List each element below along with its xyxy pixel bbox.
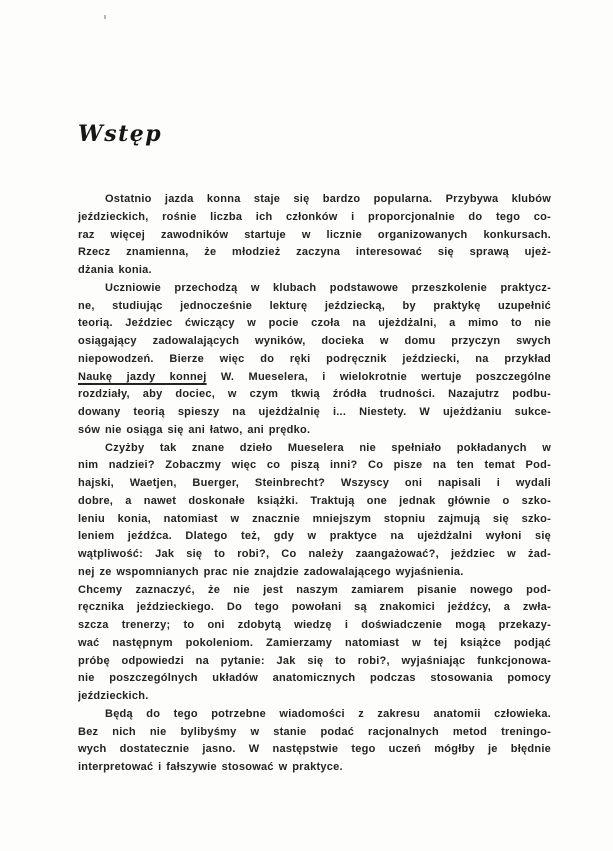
body-text xyxy=(78,191,551,777)
text-segment: teorią. Jeździec ćwiczący w pocie czoła na ujeżdżalni, a mimo to nie xyxy=(78,317,551,330)
text-line xyxy=(78,440,551,458)
text-segment: wać następnym pokoleniom. Zamierzamy natomiast w tej książce podjąć xyxy=(78,636,551,649)
text-line xyxy=(78,493,551,511)
text-line xyxy=(78,457,551,475)
text-segment: leniu konia, natomiast w znacznie mniejszym stopniu zajmują się szko- xyxy=(78,512,551,525)
text-segment: interpretować i fałszywie stosować w praktyce. xyxy=(78,761,343,773)
text-segment: ne, studiując jednocześnie lekturę jeździecką, by praktykę uzupełnić xyxy=(78,299,551,312)
text-line xyxy=(78,688,551,706)
text-segment: osiągający zadowalających wyników, docieka w domu przyczyn swych xyxy=(78,335,551,347)
text-segment: jeździeckich, rośnie liczba ich członków i proporcjonalnie do tego co- xyxy=(78,210,551,223)
text-line xyxy=(78,191,551,209)
text-line xyxy=(78,635,551,653)
text-segment: Będą do tego potrzebne wiadomości z zakresu anatomii człowieka. xyxy=(105,707,551,720)
text-line xyxy=(78,280,551,298)
text-segment: nim nadziei? Zobaczmy więc co piszą inni? Co pisze na ten temat Pod- xyxy=(78,459,551,472)
text-segment: wych dostatecznie jasno. W następstwie tego uczeń mógłby je błędnie xyxy=(78,743,551,756)
text-line xyxy=(78,209,551,227)
text-line xyxy=(78,298,551,316)
text-segment: hajski, Waetjen, Buerger, Steinbrecht? Wszyscy oni napisali i wydali xyxy=(78,477,551,489)
text-segment: szcza trenerzy; to oni zdobytą wiedzę i doświadczenie mogą przekazy- xyxy=(78,619,551,631)
text-line xyxy=(78,227,551,245)
text-segment: W. Mueselera, i wielokrotnie wertuje poszczególne xyxy=(206,370,551,383)
paragraph xyxy=(78,280,551,440)
paragraph xyxy=(78,440,551,706)
paragraph xyxy=(78,706,551,777)
text-segment: Uczniowie przechodzą w klubach podstawowe przeszkolenie praktycz- xyxy=(105,281,551,294)
text-segment: dowany teorią spieszy na ujeżdżalnię i... Niestety. W ujeżdżaniu sukce- xyxy=(78,406,551,418)
underlined-phrase: Naukę jazdy konnej xyxy=(78,370,207,383)
text-line xyxy=(78,670,551,688)
text-line xyxy=(78,369,551,387)
text-line xyxy=(78,386,551,404)
text-line xyxy=(78,333,551,351)
text-segment: dżania konia. xyxy=(78,264,152,276)
text-segment: leniem jeźdźca. Dlatego też, gdy w praktyce na ujeżdżalni wyłoni się xyxy=(78,530,551,543)
text-segment: rozdziały, aby dociec, w czym tkwią źródła trudności. Nazajutrz podbu- xyxy=(78,388,551,401)
text-line xyxy=(78,759,551,777)
text-line xyxy=(78,511,551,529)
text-line xyxy=(78,475,551,493)
text-line xyxy=(78,724,551,742)
text-segment: nej ze wspomnianych prac nie znajdzie zadowalającego wyjaśnienia. xyxy=(78,565,464,578)
text-segment: Czyżby tak znane dzieło Mueselera nie spełniało pokładanych w xyxy=(105,441,551,454)
scan-artifact-speck xyxy=(104,15,106,19)
text-line xyxy=(78,404,551,422)
text-segment: dobre, a nawet doskonałe książki. Traktują one jednak głównie o szko- xyxy=(78,494,551,507)
text-line xyxy=(78,617,551,635)
text-line xyxy=(78,706,551,724)
text-segment: niepowodzeń. Bierze więc do ręki podręcznik jeździecki, na przykład xyxy=(78,352,551,365)
text-segment: ręcznika jeździeckiego. Do tego powołani są znakomici jeźdźcy, a zwła- xyxy=(78,601,551,614)
text-line xyxy=(78,528,551,546)
text-segment: nie poszczególnych układów anatomicznych podczas stosowania pomocy xyxy=(78,672,551,685)
text-line xyxy=(78,351,551,369)
text-segment: Bez nich nie bylibyśmy w stanie podać racjonalnych metod treningo- xyxy=(78,725,551,738)
text-line xyxy=(78,582,551,600)
text-line xyxy=(78,315,551,333)
text-line xyxy=(78,422,551,440)
chapter-title: Wstęp xyxy=(78,120,163,147)
text-line xyxy=(78,244,551,262)
text-segment: raz więcej zawodników startuje w licznie organizowanych konkursach. xyxy=(78,228,551,241)
text-line xyxy=(78,741,551,759)
text-line xyxy=(78,564,551,582)
text-line xyxy=(78,262,551,280)
paragraph xyxy=(78,191,551,280)
text-segment: sów nie osiąga się ani łatwo, ani prędko. xyxy=(78,423,311,436)
text-line xyxy=(78,546,551,564)
text-segment: Rzecz znamienna, że młodzież zaczyna interesować się sprawą ujeż- xyxy=(78,246,551,259)
text-line xyxy=(78,653,551,671)
text-segment: próbę odpowiedzi na pytanie: Jak się to robi?, wyjaśniając funkcjonowa- xyxy=(78,654,551,667)
text-segment: jeździeckich. xyxy=(78,690,149,702)
text-segment: Ostatnio jazda konna staje się bardzo popularna. Przybywa klubów xyxy=(105,193,551,205)
text-segment: Chcemy zaznaczyć, że nie jest naszym zamiarem pisanie nowego pod- xyxy=(78,583,551,596)
text-line xyxy=(78,599,551,617)
text-segment: wątpliwość: Jak się to robi?, Co należy zaangażować?, jeździec w żad- xyxy=(78,548,551,560)
